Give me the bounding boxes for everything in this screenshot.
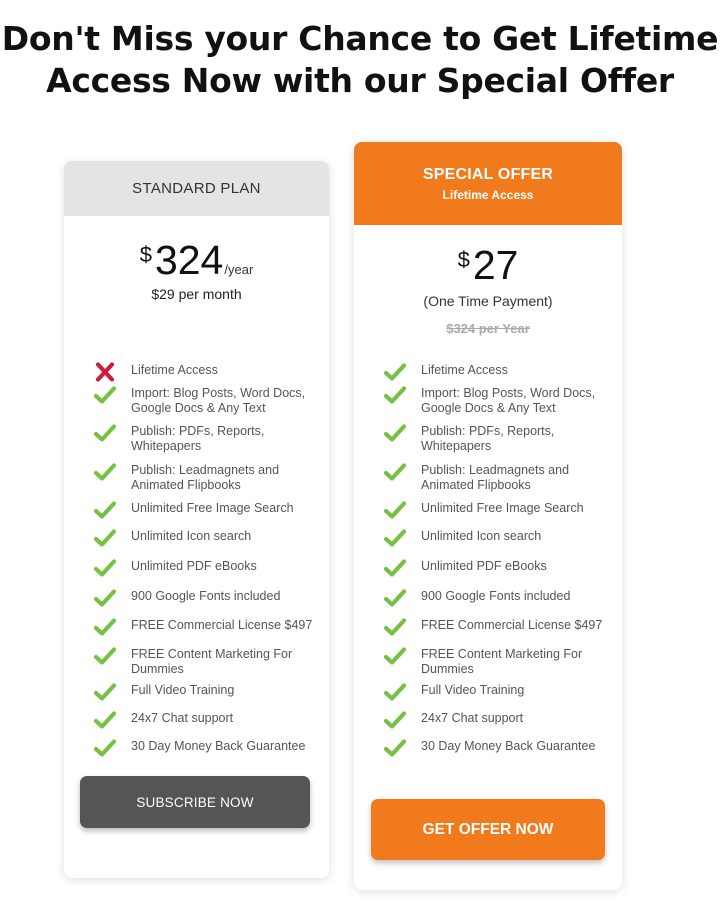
check-icon xyxy=(384,710,406,730)
check-icon xyxy=(94,558,116,578)
feature-item xyxy=(384,424,612,454)
feature-item xyxy=(384,683,612,702)
feature-text: FREE Commercial License $497 xyxy=(421,618,603,632)
original-price-strikethrough: $324 per Year xyxy=(446,321,530,336)
feature-item xyxy=(94,463,319,493)
feature-text: FREE Content Marketing For Dummies xyxy=(131,647,293,676)
feature-text: 30 Day Money Back Guarantee xyxy=(421,739,596,753)
feature-item xyxy=(94,711,319,730)
special-offer-title: SPECIAL OFFER xyxy=(422,165,554,183)
standard-price xyxy=(64,236,329,284)
feature-text: FREE Content Marketing For Dummies xyxy=(421,647,583,676)
check-icon xyxy=(384,588,406,608)
check-icon xyxy=(94,682,116,702)
feature-text: 900 Google Fonts included xyxy=(421,589,571,603)
standard-monthly-price: $29 per month xyxy=(151,286,242,302)
check-icon xyxy=(94,617,116,637)
feature-item xyxy=(384,386,612,416)
get-offer-now-button[interactable]: GET OFFER NOW xyxy=(371,799,605,860)
feature-item xyxy=(94,529,319,548)
feature-text: Publish: Leadmagnets and Animated Flipbooks xyxy=(421,463,570,492)
headline-line-2: Access Now with our Special Offer xyxy=(46,61,674,100)
standard-currency: $ xyxy=(139,242,152,267)
check-icon xyxy=(94,528,116,548)
feature-text: 24x7 Chat support xyxy=(421,711,524,725)
subscribe-now-button[interactable]: SUBSCRIBE NOW xyxy=(80,776,310,828)
feature-item xyxy=(384,618,612,637)
feature-text: Lifetime Access xyxy=(131,363,218,377)
feature-item xyxy=(94,589,319,608)
feature-text: Lifetime Access xyxy=(421,363,508,377)
feature-text: Publish: PDFs, Reports, Whitepapers xyxy=(421,424,555,453)
feature-text: Publish: PDFs, Reports, Whitepapers xyxy=(131,424,265,453)
page-headline xyxy=(0,18,720,102)
feature-item xyxy=(384,647,612,677)
feature-text: Unlimited Icon search xyxy=(421,529,542,543)
headline-line-1: Don't Miss your Chance to Get Lifetime xyxy=(1,19,719,58)
feature-text: Unlimited PDF eBooks xyxy=(131,559,257,573)
special-offer-subtitle: Lifetime Access xyxy=(442,187,534,202)
standard-period: /year xyxy=(224,262,254,277)
feature-text: 30 Day Money Back Guarantee xyxy=(131,739,306,753)
check-icon xyxy=(94,738,116,758)
feature-item xyxy=(384,501,612,520)
check-icon xyxy=(94,500,116,520)
feature-item xyxy=(384,589,612,608)
check-icon xyxy=(384,617,406,637)
check-icon xyxy=(94,423,116,443)
check-icon xyxy=(94,588,116,608)
feature-text: Unlimited Free Image Search xyxy=(131,501,294,515)
feature-item xyxy=(384,529,612,548)
standard-plan-title: STANDARD PLAN xyxy=(132,180,261,197)
feature-text: Import: Blog Posts, Word Docs, Google Docs & Any Text xyxy=(131,386,306,415)
feature-item xyxy=(94,363,319,382)
feature-text: 24x7 Chat support xyxy=(131,711,234,725)
special-offer-header xyxy=(354,142,622,225)
feature-item xyxy=(94,386,319,416)
feature-item xyxy=(384,363,612,382)
feature-item xyxy=(94,559,319,578)
feature-item xyxy=(94,618,319,637)
special-amount: 27 xyxy=(472,242,519,288)
feature-text: Full Video Training xyxy=(421,683,525,697)
check-icon xyxy=(384,738,406,758)
feature-text: Publish: Leadmagnets and Animated Flipbooks xyxy=(131,463,280,492)
special-feature-list xyxy=(384,363,612,758)
payment-note: (One Time Payment) xyxy=(423,293,553,309)
feature-item xyxy=(94,739,319,758)
standard-plan-header xyxy=(64,161,329,216)
check-icon xyxy=(384,500,406,520)
special-price xyxy=(354,241,622,289)
special-currency: $ xyxy=(457,247,470,272)
feature-text: 900 Google Fonts included xyxy=(131,589,281,603)
check-icon xyxy=(384,385,406,405)
special-offer-card xyxy=(354,142,622,890)
feature-item xyxy=(94,647,319,677)
check-icon xyxy=(384,423,406,443)
check-icon xyxy=(94,462,116,482)
check-icon xyxy=(94,710,116,730)
check-icon xyxy=(384,682,406,702)
check-icon xyxy=(384,462,406,482)
feature-text: FREE Commercial License $497 xyxy=(131,618,313,632)
standard-feature-list xyxy=(94,363,319,758)
check-icon xyxy=(384,362,406,382)
feature-text: Unlimited Free Image Search xyxy=(421,501,584,515)
feature-text: Full Video Training xyxy=(131,683,235,697)
feature-item xyxy=(384,463,612,493)
feature-item xyxy=(384,711,612,730)
check-icon xyxy=(384,528,406,548)
feature-item xyxy=(384,739,612,758)
standard-amount: 324 xyxy=(154,237,224,283)
feature-text: Unlimited Icon search xyxy=(131,529,252,543)
standard-plan-card xyxy=(64,161,329,878)
feature-text: Unlimited PDF eBooks xyxy=(421,559,547,573)
check-icon xyxy=(384,558,406,578)
feature-item xyxy=(94,424,319,454)
check-icon xyxy=(384,646,406,666)
feature-item xyxy=(384,559,612,578)
check-icon xyxy=(94,646,116,666)
cross-icon xyxy=(94,362,116,382)
feature-text: Import: Blog Posts, Word Docs, Google Docs & Any Text xyxy=(421,386,596,415)
feature-item xyxy=(94,683,319,702)
feature-item xyxy=(94,501,319,520)
check-icon xyxy=(94,385,116,405)
